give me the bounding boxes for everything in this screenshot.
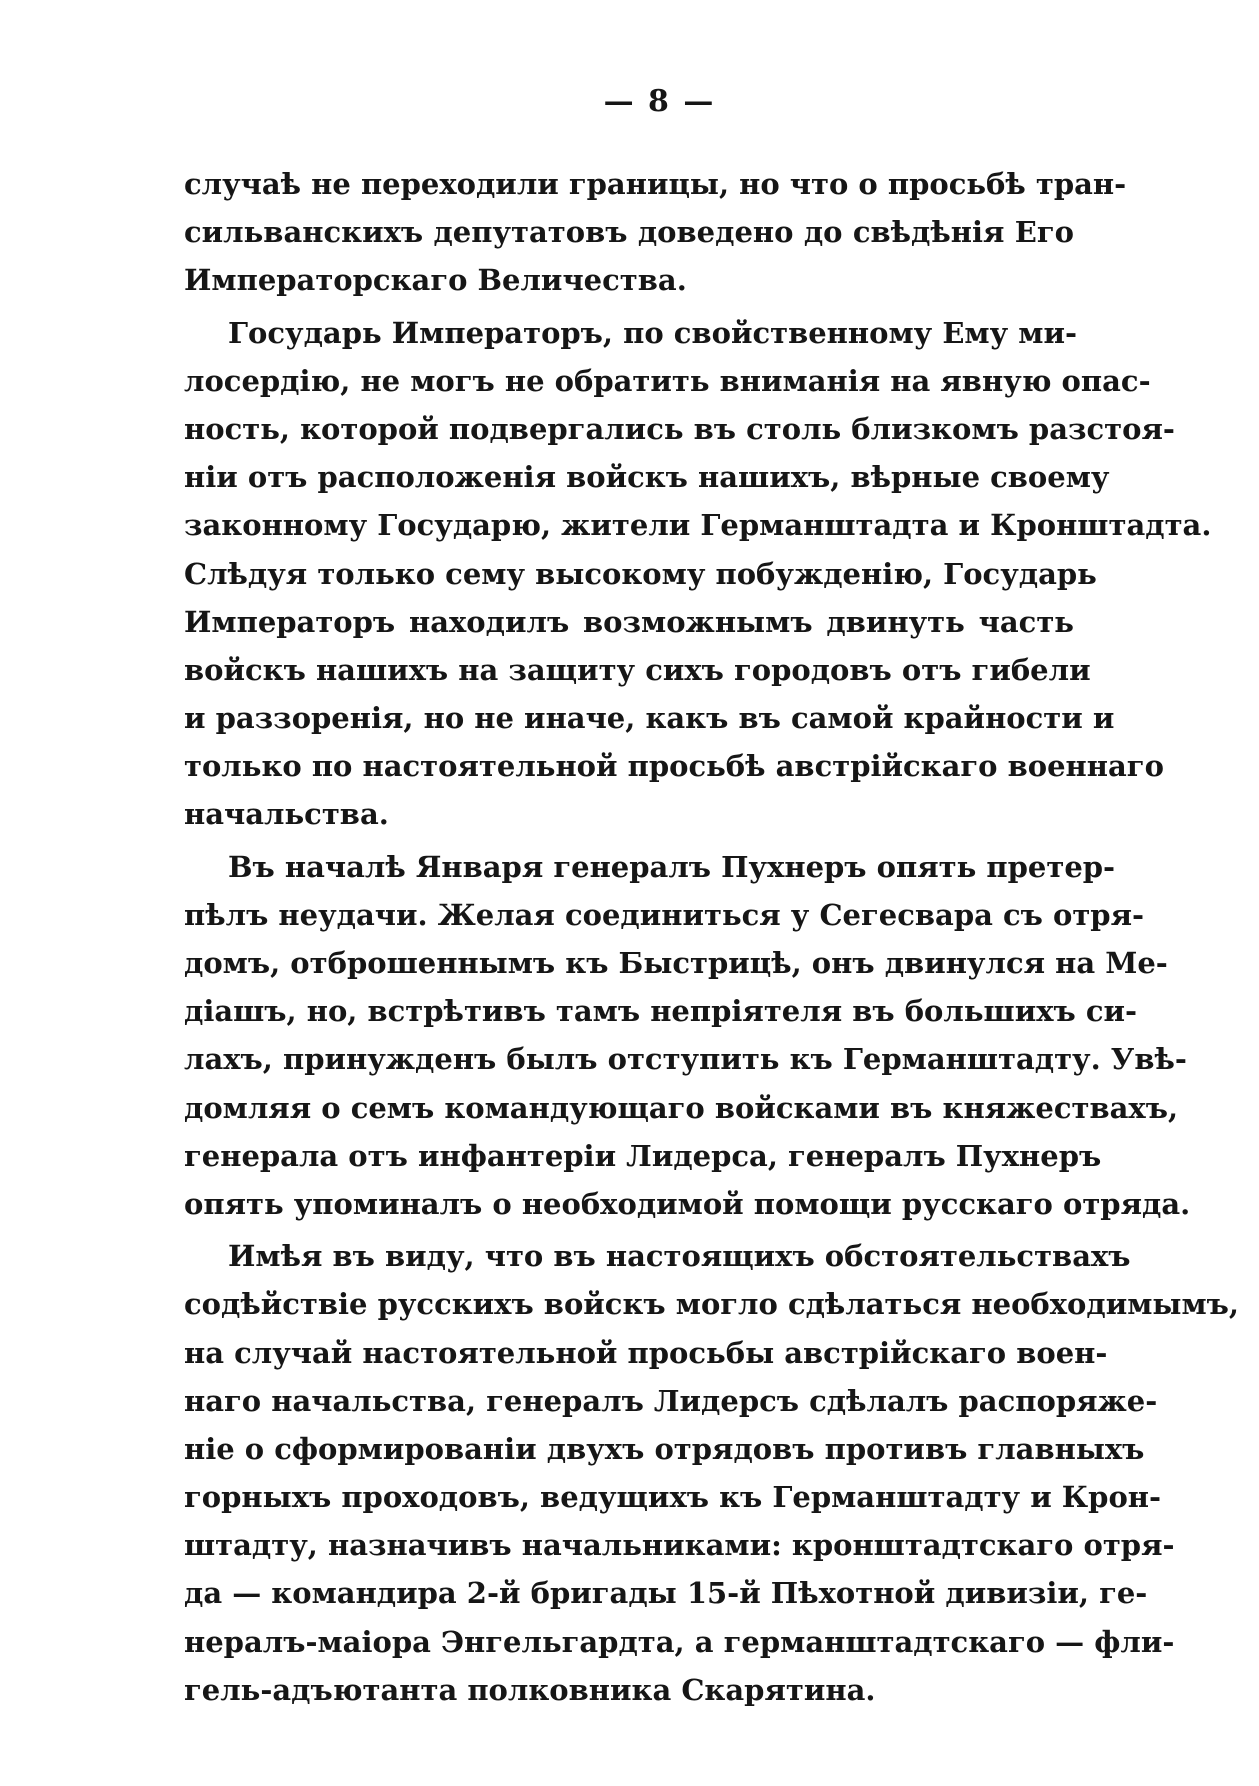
text-line: Слѣдуя только сему высокому побужденію, Государь	[184, 556, 1097, 591]
text-line: наго начальства, генералъ Лидерсъ сдѣлалъ распоряже-	[184, 1383, 1158, 1418]
text-line: да — командира 2-й бригады 15-й Пѣхотной дивизіи, ге-	[184, 1576, 1148, 1611]
page-number: — 8 —	[603, 84, 716, 119]
text-line: ніи отъ расположенія войскъ нашихъ, вѣрные своему	[184, 460, 1110, 495]
text-line: гель-адъютанта полковника Скарятина.	[184, 1672, 876, 1707]
text-line: горныхъ проходовъ, ведущихъ къ Германштадту и Крон-	[184, 1480, 1162, 1515]
text-line: домъ, отброшеннымъ къ Быстрицѣ, онъ двинулся на Ме-	[184, 946, 1168, 980]
text-line: Въ началѣ Января генералъ Пухнеръ опять претер-	[228, 849, 1116, 884]
text-line: генерала отъ инфантеріи Лидерса, генералъ Пухнеръ	[184, 1138, 1102, 1173]
text-line: Императоръ находилъ возможнымъ двинуть часть	[184, 604, 1074, 639]
text-line: войскъ нашихъ на защиту сихъ городовъ отъ гибели	[184, 652, 1091, 687]
text-line: и раззоренія, но не иначе, какъ въ самой крайности и	[184, 701, 1115, 736]
text-line: Имѣя въ виду, что въ настоящихъ обстоятельствахъ	[228, 1239, 1131, 1274]
text-line: Императорскаго Величества.	[184, 263, 687, 298]
text-line: начальства.	[184, 797, 389, 832]
paragraph-4	[184, 1232, 1240, 1714]
text-line: случаѣ не переходили границы, но что о просьбѣ тран-	[184, 167, 1127, 201]
paragraph-2	[184, 309, 1212, 839]
text-line: законному Государю, жители Германштадта и Кронштадта.	[184, 508, 1212, 543]
text-line: только по настоятельной просьбѣ австрійскаго военнаго	[184, 749, 1164, 784]
text-line: Государь Императоръ, по свойственному Ему ми-	[228, 315, 1078, 350]
paragraph-1	[184, 160, 1127, 305]
text-line: пѣлъ неудачи. Желая соединиться у Сегесвара съ отря-	[184, 897, 1145, 932]
text-line: лахъ, принужденъ былъ отступить къ Германштадту. Увѣ-	[184, 1042, 1187, 1077]
text-line: сильванскихъ депутатовъ доведено до свѣдѣнія Его	[184, 215, 1074, 250]
text-line: содѣйствіе русскихъ войскъ могло сдѣлаться необходимымъ,	[184, 1287, 1240, 1322]
text-line: діашъ, но, встрѣтивъ тамъ непріятеля въ большихъ си-	[184, 994, 1138, 1029]
text-line: на случай настоятельной просьбы австрійскаго воен-	[184, 1335, 1108, 1370]
text-line: нералъ-маіора Энгельгардта, а германштадтскаго — фли-	[184, 1624, 1175, 1659]
paragraph-3	[184, 843, 1191, 1229]
body-text	[184, 160, 1240, 1718]
text-line: штадту, назначивъ начальниками: кронштадтскаго отря-	[184, 1528, 1175, 1563]
text-line: лосердію, не могъ не обратить вниманія на явную опас-	[184, 363, 1151, 398]
text-line: ность, которой подвергались въ столь близкомъ разстоя-	[184, 411, 1175, 446]
text-line: домляя о семъ командующаго войсками въ княжествахъ,	[184, 1090, 1179, 1125]
text-line: ніе о сформированіи двухъ отрядовъ противъ главныхъ	[184, 1431, 1145, 1466]
text-line: опять упоминалъ о необходимой помощи русскаго отряда.	[184, 1186, 1191, 1221]
